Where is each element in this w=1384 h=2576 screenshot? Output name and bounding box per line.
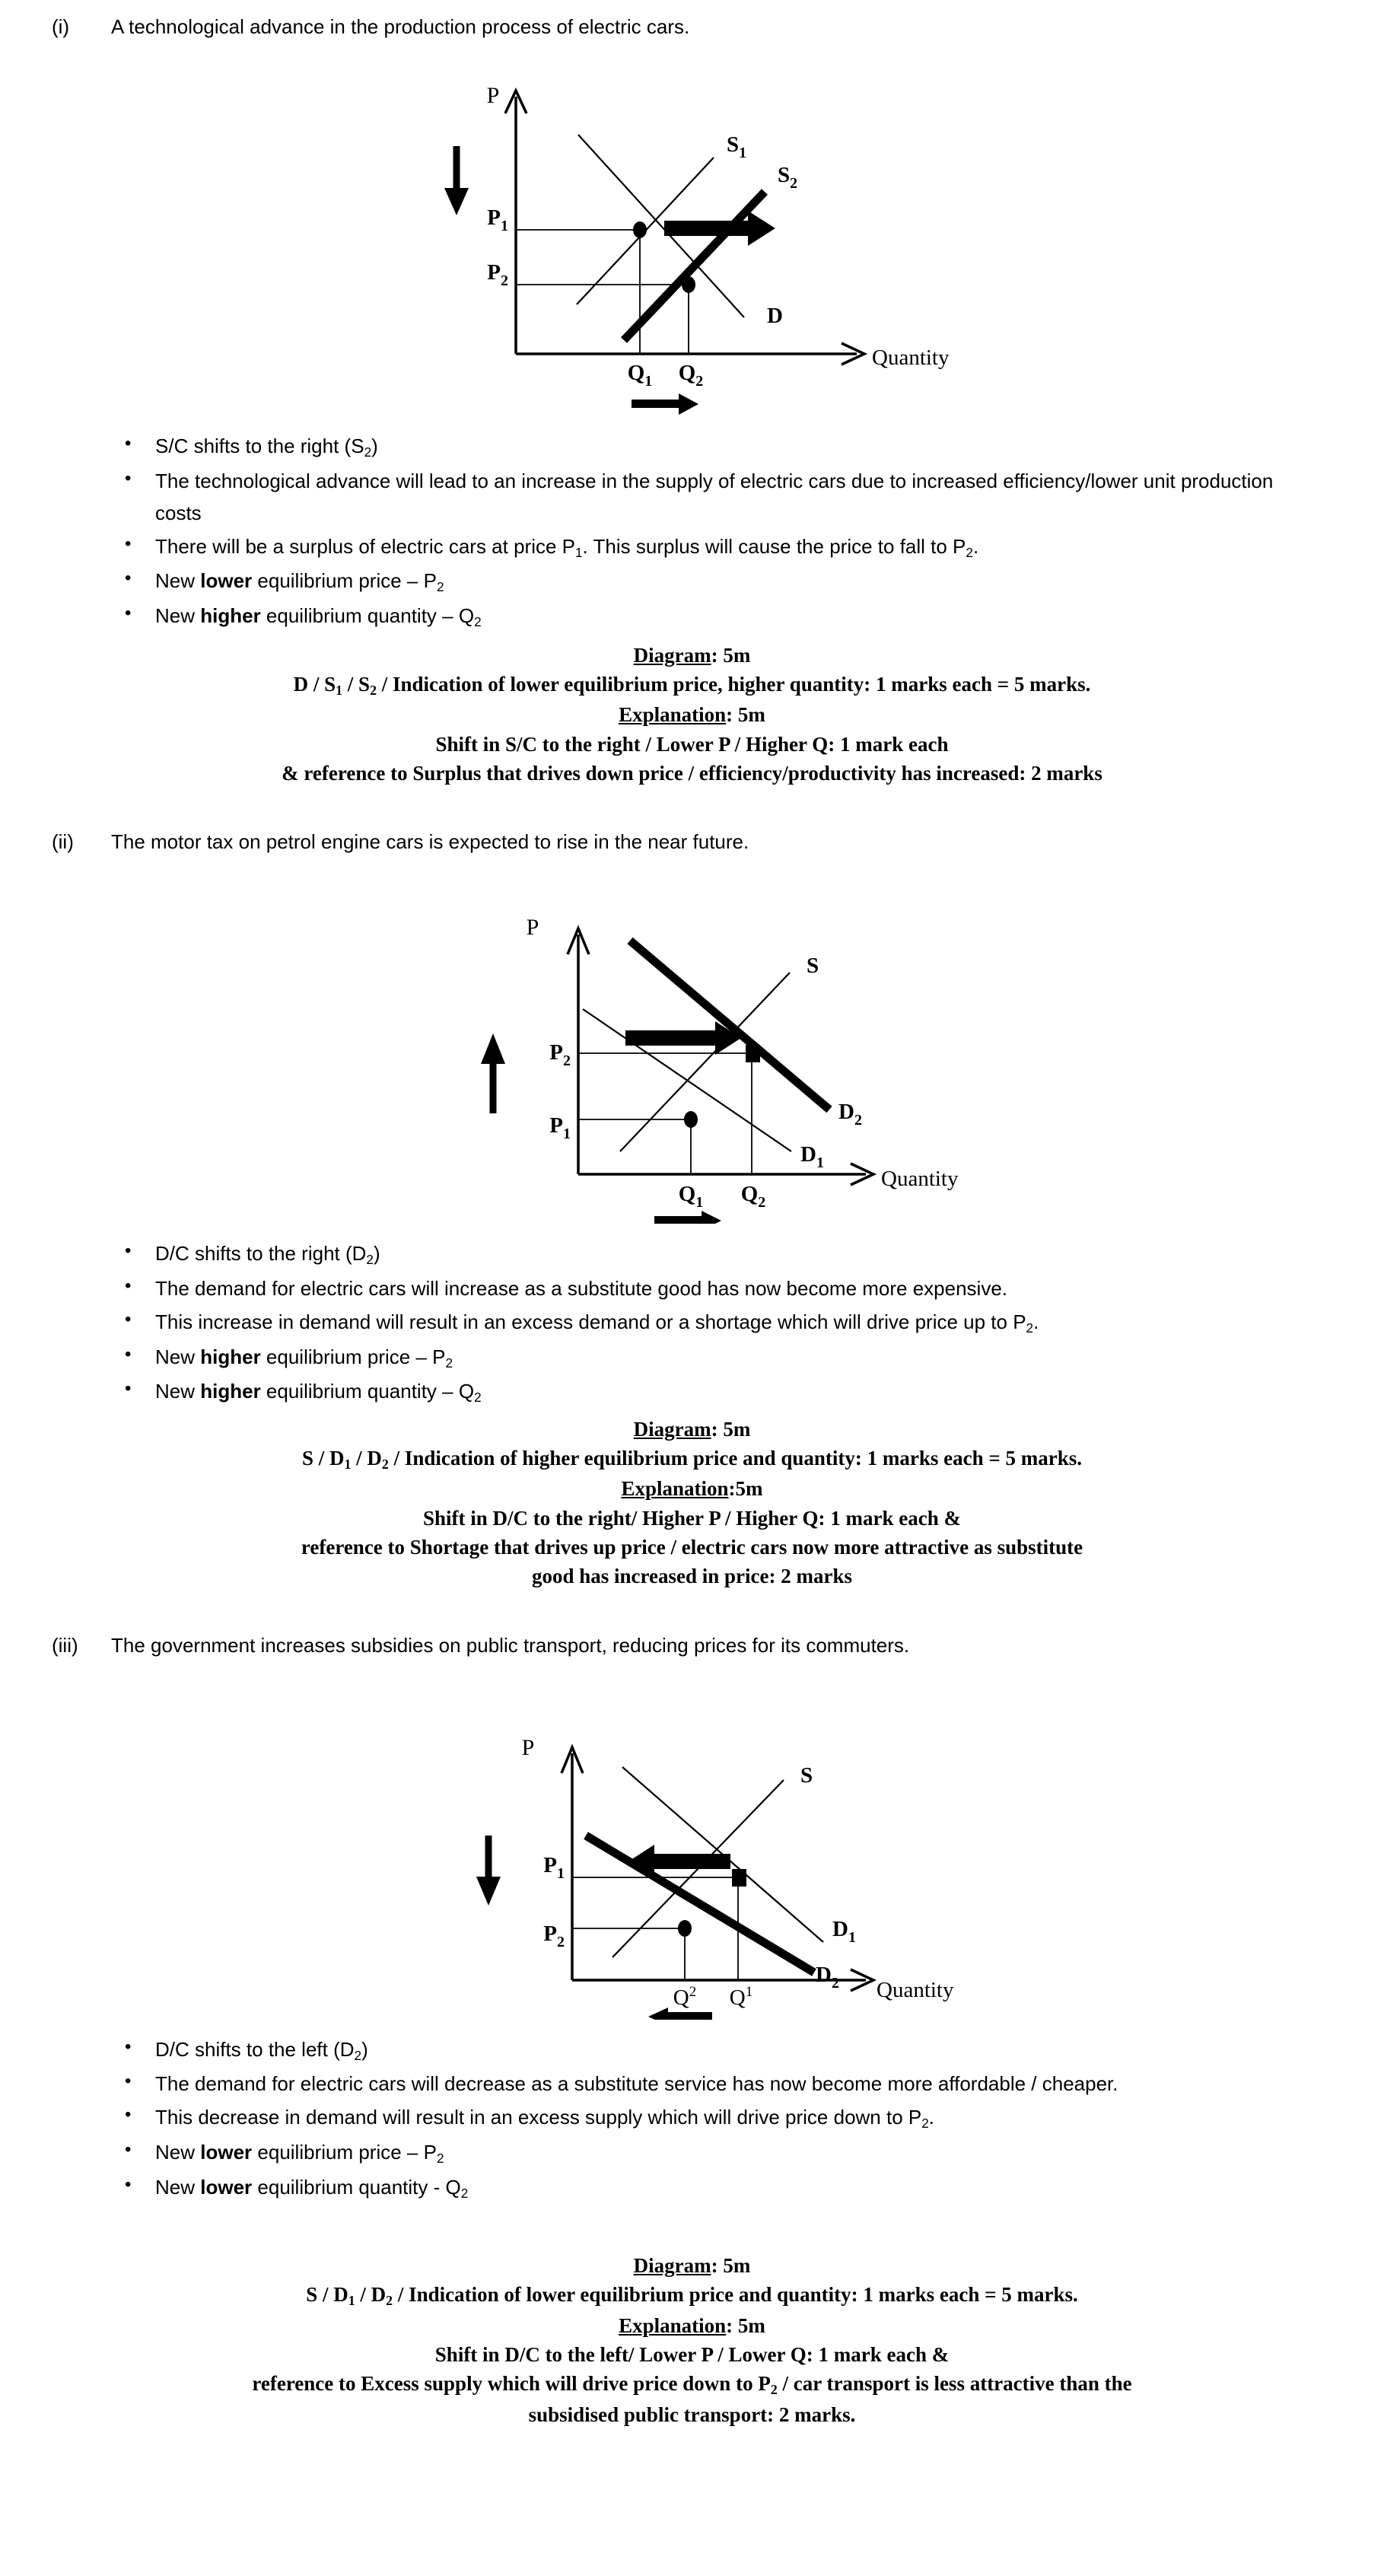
marking-scheme-i <box>0 641 1384 788</box>
bullet-text-i-4: New higher equilibrium quantity – $Q_2$ <box>155 604 482 629</box>
price-direction-arrow-down-icon <box>476 1836 501 1906</box>
quantity-label-q2: $Q_2$ <box>740 1182 765 1212</box>
question-text-i: A technological advance in the production process of electric cars. <box>111 15 690 38</box>
list-item <box>108 565 1281 598</box>
scheme-line-ii-1: S / $D_1 / D_2$ / Indication of higher equilibrium price and quantity: 1 marks each = 5 marks. <box>301 1447 1083 1473</box>
x-axis-label: Quantity <box>880 1167 958 1192</box>
bullet-list-iii <box>0 2033 1384 2204</box>
list-item <box>108 465 1281 529</box>
price-label-p1: $P_1$ <box>549 1113 571 1143</box>
list-item <box>108 2033 1281 2067</box>
equilibrium-point-1 <box>633 221 647 238</box>
curve-label-d2: $D_2$ <box>815 1962 839 1992</box>
equilibrium-point-1 <box>684 1111 698 1128</box>
list-item <box>108 530 1281 564</box>
bullet-text-iii-3: New lower equilibrium price – $P_2$ <box>155 2140 444 2166</box>
quantity-label-q1: $Q^1$ <box>729 1983 752 2010</box>
x-axis <box>578 1164 873 1185</box>
x-axis-label: Quantity <box>871 345 949 371</box>
price-label-p2: $P_2$ <box>542 1921 565 1950</box>
bullet-text-i-1: The technological advance will lead to an increase in the supply of electric cars due to increased efficiency/lower unit production costs <box>155 469 1274 524</box>
diagram-i-wrapper <box>0 66 1384 416</box>
diagram-ii-wrapper <box>0 881 1384 1224</box>
scheme-line-i-0: Diagram: 5m <box>633 643 751 667</box>
equilibrium-point-2 <box>678 1920 692 1937</box>
curve-label-d2: $D_2$ <box>838 1100 862 1129</box>
supply-demand-diagram-iii <box>426 1685 959 2020</box>
list-item <box>108 1272 1281 1304</box>
bullet-text-ii-2: This increase in demand will result in an excess demand or a shortage which will drive price up to $P_2$. <box>155 1310 1039 1336</box>
price-direction-arrow-down-icon <box>444 146 469 215</box>
question-heading-i <box>0 14 1384 40</box>
bullet-text-ii-0: D/C shifts to the right $(D_2)$ <box>155 1242 380 1268</box>
price-direction-arrow-up-icon <box>481 1033 505 1113</box>
list-item <box>108 2136 1281 2170</box>
scheme-line-i-1: D / $S_1 / S_2$ / Indication of lower equilibrium price, higher quantity: 1 marks each = 5 marks. <box>293 672 1091 698</box>
bullet-text-ii-4: New higher equilibrium quantity – $Q_2$ <box>155 1380 482 1405</box>
curve-label-s: S <box>806 954 819 979</box>
curve-label-s: S <box>800 1762 813 1788</box>
list-item <box>108 2068 1281 2100</box>
demand-curve-D2 <box>630 941 829 1110</box>
list-item <box>108 1306 1281 1339</box>
scheme-line-iii-1: S / $D_1 / D_2$ / Indication of lower equilibrium price and quantity: 1 marks each = 5 marks. <box>306 2283 1078 2309</box>
quantity-label-q1: $Q_1$ <box>678 1182 703 1212</box>
bullet-text-iii-4: New lower equilibrium quantity - $Q_2$ <box>155 2175 469 2201</box>
scheme-line-iii-3: Shift in D/C to the left/ Lower P / Lower Q: 1 mark each & <box>434 2343 950 2367</box>
list-item <box>108 2101 1281 2135</box>
bullet-text-ii-3: New higher equilibrium price – $P_2$ <box>155 1345 453 1371</box>
diagram-iii-wrapper <box>0 1685 1384 2020</box>
document-page <box>0 14 1384 2576</box>
supply-curve-S2 <box>624 192 765 340</box>
y-axis <box>505 91 527 354</box>
scheme-line-iii-5: subsidised public transport: 2 marks. <box>528 2402 856 2426</box>
curve-label-d: D <box>766 304 783 329</box>
scheme-line-ii-3: Shift in D/C to the right/ Higher P / Higher Q: 1 mark each & <box>423 1506 961 1530</box>
quantity-direction-arrow-right-icon <box>654 1211 721 1224</box>
scheme-line-i-4: & reference to Surplus that drives down price / efficiency/productivity has increased: 2 marks <box>282 761 1102 785</box>
equilibrium-point-2 <box>682 276 695 293</box>
question-number-ii: (ii) <box>52 830 74 854</box>
list-item <box>108 1375 1281 1409</box>
bullet-list-i <box>0 430 1384 633</box>
scheme-line-iii-0: Diagram: 5m <box>633 2254 751 2278</box>
equilibrium-point-2 <box>746 1045 760 1062</box>
quantity-label-q1: $Q_1$ <box>627 361 652 390</box>
bullet-text-i-0: S/C shifts to the right $(S_2)$ <box>155 435 378 460</box>
list-item <box>108 1237 1281 1271</box>
scheme-line-iii-2: Explanation: 5m <box>619 2313 765 2337</box>
question-text-iii: The government increases subsidies on public transport, reducing prices for its commuters. <box>111 1633 910 1657</box>
bullet-text-i-2: There will be a surplus of electric cars at price $P_1$. This surplus will cause the price to fall to $P_2$. <box>155 534 979 560</box>
list-item <box>108 600 1281 633</box>
list-item <box>108 2171 1281 2205</box>
supply-demand-diagram-ii <box>426 881 959 1224</box>
quantity-label-q2: $Q_2$ <box>678 361 703 390</box>
bullet-text-i-3: New lower equilibrium price – $P_2$ <box>155 569 444 595</box>
x-axis-label: Quantity <box>876 1977 953 2002</box>
question-heading-ii <box>0 829 1384 855</box>
price-label-p2: $P_2$ <box>486 260 508 290</box>
price-label-p2: $P_2$ <box>549 1040 571 1070</box>
question-number-i: (i) <box>52 15 70 38</box>
question-number-iii: (iii) <box>52 1633 78 1657</box>
scheme-line-i-2: Explanation: 5m <box>619 703 765 727</box>
bullet-list-ii <box>0 1237 1384 1408</box>
bullet-text-ii-1: The demand for electric cars will increase as a substitute good has now become more expensive. <box>155 1276 1008 1300</box>
scheme-line-ii-4: reference to Shortage that drives up price / electric cars now more attractive as substitute <box>301 1535 1083 1559</box>
list-item <box>108 1341 1281 1374</box>
scheme-line-ii-0: Diagram: 5m <box>633 1417 751 1441</box>
y-axis-label: P <box>486 83 499 109</box>
bullet-text-iii-2: This decrease in demand will result in an excess supply which will drive price down to $P_2$. <box>155 2106 935 2132</box>
equilibrium-point-1 <box>732 1869 746 1887</box>
supply-demand-diagram-i <box>426 66 959 416</box>
price-label-p1: $P_1$ <box>486 205 508 235</box>
y-axis-label: P <box>526 915 539 941</box>
price-label-p1: $P_1$ <box>542 1852 565 1882</box>
bullet-text-iii-0: D/C shifts to the left $(D_2)$ <box>155 2037 368 2063</box>
curve-label-s1: $S_1$ <box>726 132 746 162</box>
marking-scheme-iii <box>0 2251 1384 2429</box>
curve-label-d1: $D_1$ <box>832 1916 856 1946</box>
scheme-line-i-3: Shift in S/C to the right / Lower P / Higher Q: 1 mark each <box>435 732 949 756</box>
y-axis <box>568 928 589 1174</box>
question-text-ii: The motor tax on petrol engine cars is expected to rise in the near future. <box>111 830 749 854</box>
list-item <box>108 430 1281 463</box>
quantity-label-q2: $Q^2$ <box>673 1983 696 2010</box>
y-axis <box>562 1747 583 1980</box>
quantity-direction-arrow-right-icon <box>632 393 698 415</box>
scheme-line-ii-2: Explanation:5m <box>621 1477 763 1501</box>
curve-label-d1: $D_1$ <box>800 1142 824 1172</box>
scheme-line-iii-4: reference to Excess supply which will drive price down to $P_2$ / car transport is less attractive than the <box>252 2372 1132 2398</box>
bullet-text-iii-1: The demand for electric cars will decrease as a substitute service has now become more affordable / cheaper. <box>155 2072 1118 2096</box>
scheme-line-ii-5: good has increased in price: 2 marks <box>531 1565 852 1588</box>
marking-scheme-ii <box>0 1415 1384 1591</box>
question-heading-iii <box>0 1632 1384 1659</box>
y-axis-label: P <box>521 1734 534 1760</box>
curve-label-s2: $S_2$ <box>777 163 797 193</box>
